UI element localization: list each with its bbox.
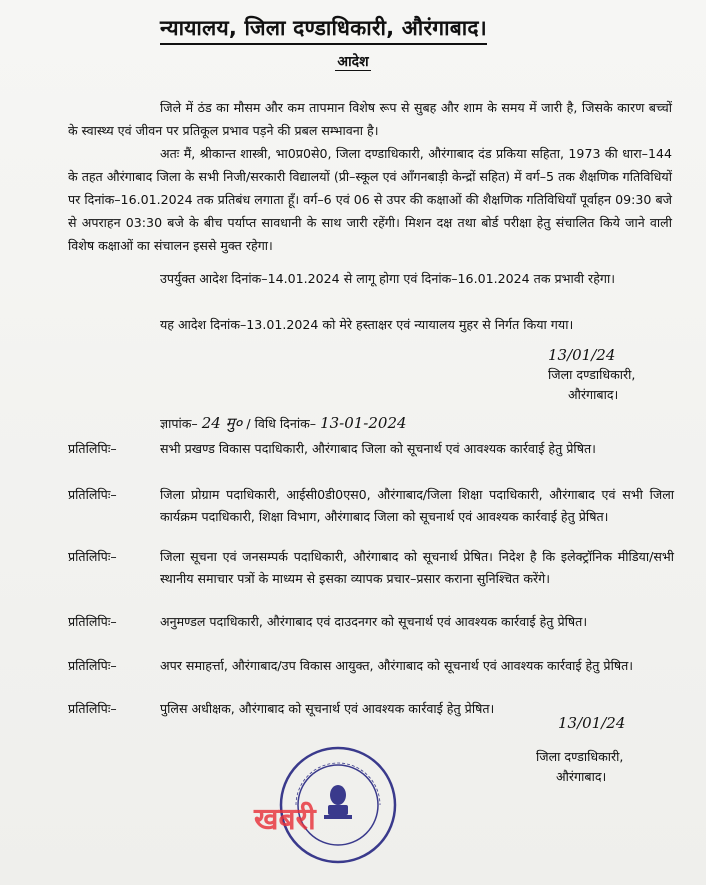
paragraph-effective: उपर्युक्त आदेश दिनांक–14.01.2024 से लागू होगा एवं दिनांक–16.01.2024 तक प्रभावी रहेगा। — [160, 271, 616, 286]
handwritten-signature-2: 13/01/24 — [558, 714, 626, 732]
copy-text: अपर समाहर्त्ता, औरंगाबाद/उप विकास आयुक्त, औरंगाबाद को सूचनार्थ एवं आवश्यक कार्रवाई हेतु प्रेषित। — [160, 658, 634, 673]
office-title: न्यायालय, जिला दण्डाधिकारी, औरंगाबाद। — [160, 14, 487, 45]
memo-label: ज्ञापांक– — [160, 416, 198, 431]
copy-text: अनुमण्डल पदाधिकारी, औरंगाबाद एवं दाउदनगर को सूचनार्थ एवं आवश्यक कार्रवाई हेतु प्रेषित। — [160, 614, 588, 629]
handwritten-signature-1: 13/01/24 — [548, 346, 616, 364]
signatory-place-1: औरंगाबाद। — [568, 387, 619, 402]
order-heading — [0, 52, 706, 71]
copy-row — [68, 438, 674, 460]
copy-label: प्रतिलिपिः– — [68, 549, 117, 564]
copy-label: प्रतिलिपिः– — [68, 487, 117, 502]
memo-number: 24 मु० — [201, 414, 243, 432]
copy-row — [68, 546, 674, 590]
signatory-place-2: औरंगाबाद। — [556, 769, 607, 784]
order-heading-text: आदेश — [337, 54, 369, 70]
copy-row — [68, 611, 674, 633]
copy-text: जिला सूचना एवं जनसम्पर्क पदाधिकारी, औरंगाबाद को सूचनार्थ प्रेषित। निदेश है कि इलेक्ट्रॉनिक मीडिया/सभी स्थानीय समाचार पत्रों के माध्यम से इसका व्यापक प्रचार–प्रसार कराना सुनिश्चित करेंगे। — [160, 549, 674, 586]
copy-row — [68, 655, 674, 677]
paragraph-issued: यह आदेश दिनांक–13.01.2024 को मेरे हस्ताक्षर एवं न्यायालय मुहर से निर्गत किया गया। — [160, 317, 574, 332]
signature-block-1 — [548, 345, 635, 405]
signatory-designation-1: जिला दण्डाधिकारी, — [548, 367, 636, 382]
copy-text: पुलिस अधीक्षक, औरंगाबाद को सूचनार्थ एवं आवश्यक कार्रवाई हेतु प्रेषित। — [160, 701, 495, 716]
copy-label: प्रतिलिपिः– — [68, 614, 117, 629]
emblem-icon — [324, 785, 352, 819]
copy-row — [68, 484, 674, 528]
paragraph-weather: जिले में ठंड का मौसम और कम तापमान विशेष रूप से सुबह और शाम के समय में जारी है, जिसके कारण बच्चों के स्वास्थ्य एवं जीवन पर प्रतिकूल प्रभाव पड़ने की प्रबल सम्भावना है। — [68, 100, 672, 138]
signatory-designation-2: जिला दण्डाधिकारी, — [536, 749, 624, 764]
memo-date-label: / विधि दिनांक– — [246, 416, 317, 431]
paragraph-order: अतः मैं, श्रीकान्त शास्त्री, भा0प्र0से0, जिला दण्डाधिकारी, औरंगाबाद दंड प्रकिया सहिता, 1973 की धारा–144 के तहत औरंगाबाद जिला के सभी निजी/सरकारी विद्यालयों (प्री–स्कूल एवं आँगनबाड़ी केन्द्रों सहित) में वर्ग–5 तक शैक्षणिक गतिविधियों पर दिनांक–16.01.2024 तक प्रतिबंध लगाता हूँ। वर्ग–6 एवं 06 से उपर की कक्षाओं की शैक्षणिक गतिविधियाँ पूर्वाहन 09:30 बजे से अपराहन 03:30 बजे के बीच पर्याप्त सावधानी के साथ जारी रहेंगी। मिशन दक्ष तथा बोर्ड परीक्षा हेतु संचालित किये जाने वाली विशेष कक्षाओं का संचालन इससे मुक्त रहेगा। — [68, 146, 672, 253]
copy-text: सभी प्रखण्ड विकास पदाधिकारी, औरंगाबाद जिला को सूचनार्थ एवं आवश्यक कार्रवाई हेतु प्रेषित। — [160, 441, 596, 456]
memo-date: 13-01-2024 — [320, 414, 407, 432]
memo-line — [160, 413, 411, 433]
watermark-logo: खबरी — [254, 802, 316, 837]
copy-label: प्रतिलिपिः– — [68, 701, 117, 716]
signature-block-2 — [536, 713, 625, 787]
copy-label: प्रतिलिपिः– — [68, 658, 117, 673]
copy-label: प्रतिलिपिः– — [68, 441, 117, 456]
copy-text: जिला प्रोग्राम पदाधिकारी, आईसी0डी0एस0, औरंगाबाद/जिला शिक्षा पदाधिकारी, औरंगाबाद एवं सभी जिला कार्यक्रम पदाधिकारी, शिक्षा विभाग, औरंगाबाद जिला को सूचनार्थ एवं आवश्यक कार्रवाई हेतु प्रेषित। — [160, 487, 674, 524]
